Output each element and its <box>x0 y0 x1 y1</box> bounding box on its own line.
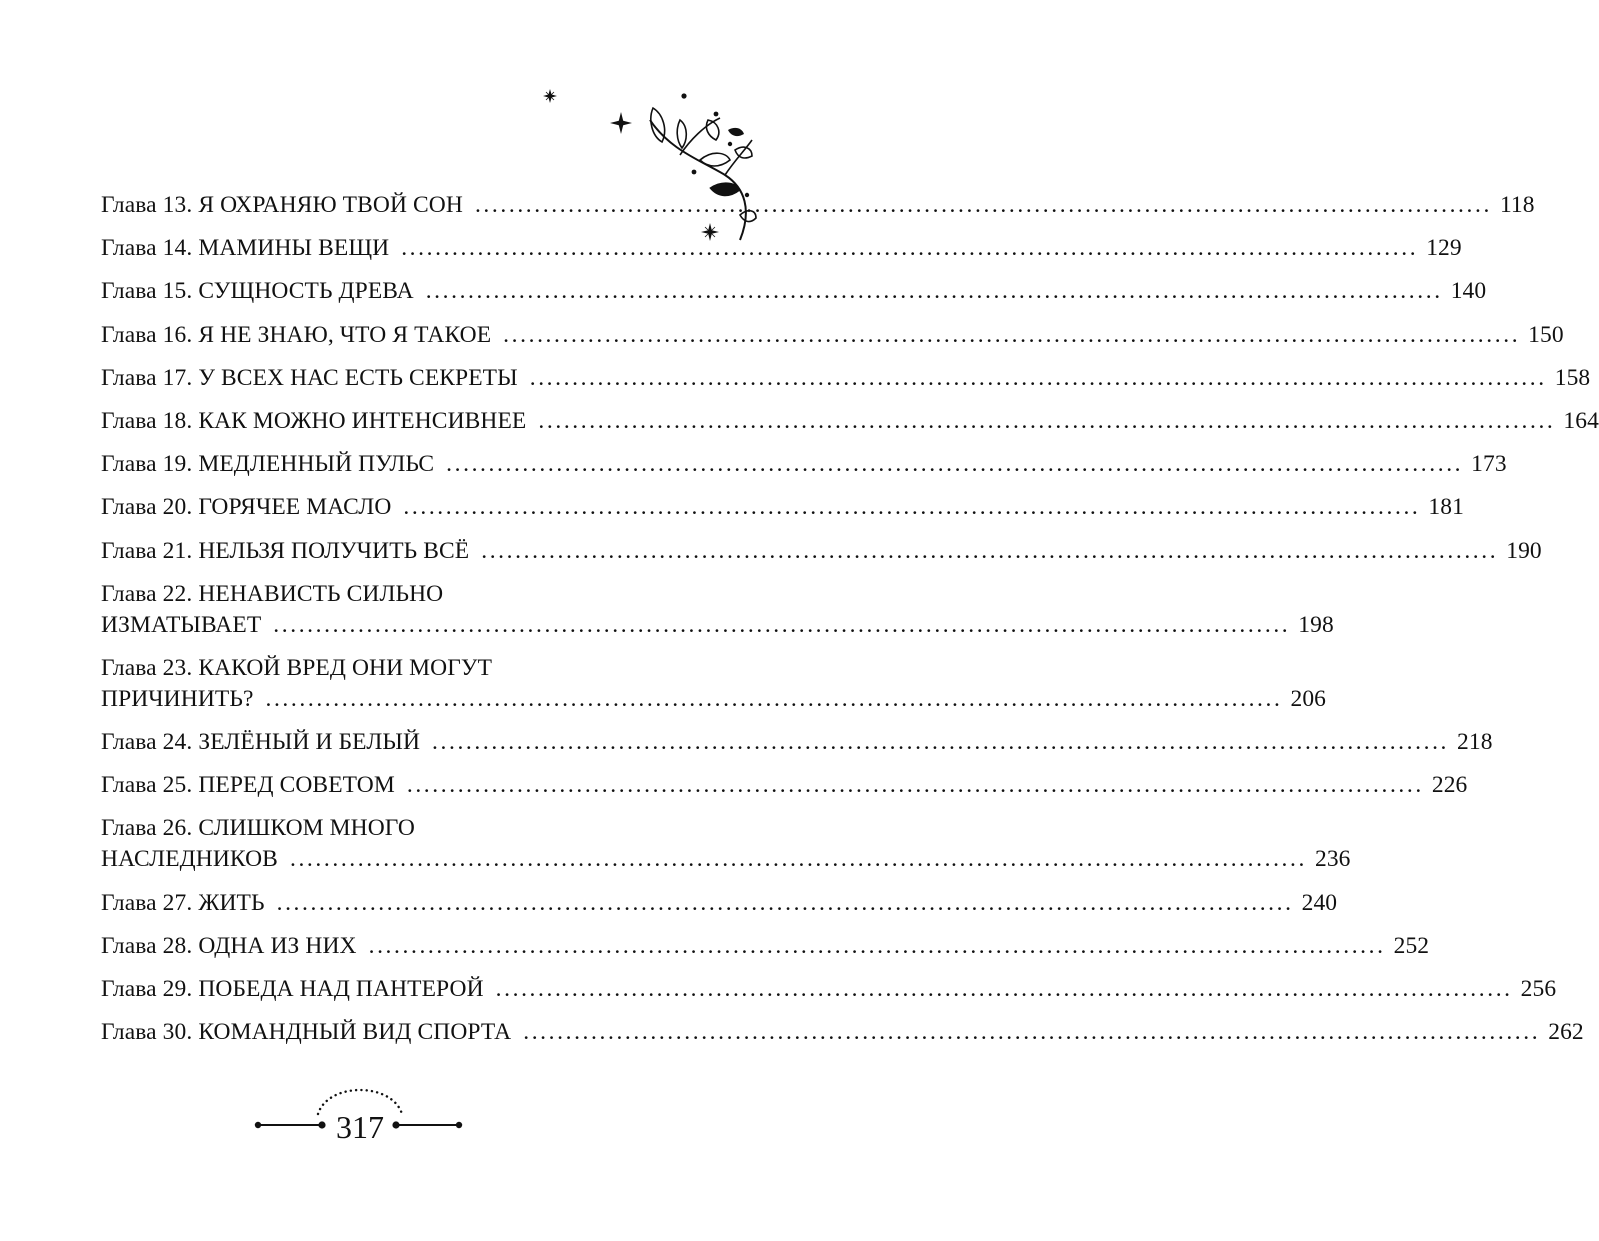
chapter-title-continued: ПРИЧИНИТЬ? <box>101 685 254 712</box>
dot-leader: ........................................................................................................................ <box>368 932 1386 959</box>
dot-leader: ........................................................................................................................ <box>289 846 1307 873</box>
toc-entry-row <box>101 492 1464 523</box>
chapter-page-number: 164 <box>1563 407 1599 434</box>
toc-entry <box>101 974 1557 1005</box>
toc-entry-row <box>101 276 1487 307</box>
chapter-page-number: 190 <box>1506 537 1542 564</box>
dot-leader: ........................................................................................................................ <box>446 451 1464 478</box>
toc-entry <box>101 320 1564 351</box>
chapter-page-number: 206 <box>1290 685 1327 712</box>
chapter-title: Глава 19. МЕДЛЕННЫЙ ПУЛЬС <box>101 451 435 478</box>
toc-entry-row <box>101 974 1557 1005</box>
chapter-page-number: 256 <box>1520 976 1557 1002</box>
toc-entry <box>101 492 1464 523</box>
dot-leader: ........................................................................................................................ <box>276 889 1294 916</box>
chapter-title: Глава 17. У ВСЕХ НАС ЕСТЬ СЕКРЕТЫ <box>101 364 518 391</box>
toc-entry-row <box>101 770 1468 801</box>
dot-leader: ........................................................................................................................ <box>523 1019 1541 1046</box>
toc-entry-row <box>101 931 1430 962</box>
toc-entry <box>101 727 1493 758</box>
dot-leader: ........................................................................................................................ <box>432 729 1450 756</box>
chapter-page-number: 218 <box>1457 729 1493 756</box>
dot-leader: ........................................................................................................................ <box>529 364 1547 391</box>
sparkle-star-icon <box>543 89 557 103</box>
chapter-page-number: 252 <box>1393 932 1430 959</box>
dot-leader: ........................................................................................................................ <box>265 685 1283 712</box>
toc-entry-row <box>101 320 1564 351</box>
chapter-title: Глава 20. ГОРЯЧЕЕ МАСЛО <box>101 494 392 521</box>
dot-leader: ........................................................................................................................ <box>481 537 1499 564</box>
toc-entry-row <box>101 536 1542 567</box>
chapter-title: Глава 15. СУЩНОСТЬ ДРЕВА <box>101 278 414 305</box>
toc-entry <box>101 449 1507 480</box>
chapter-title: Глава 14. МАМИНЫ ВЕЩИ <box>101 235 390 262</box>
toc-entry-row <box>101 363 1591 394</box>
toc-entry <box>101 276 1487 307</box>
chapter-title: Глава 24. ЗЕЛЁНЫЙ И БЕЛЫЙ <box>101 729 421 756</box>
toc-entry <box>101 406 1599 437</box>
sparkle-star-icon <box>610 112 632 134</box>
chapter-title: Глава 29. ПОБЕДА НАД ПАНТЕРОЙ <box>101 976 484 1002</box>
chapter-title: Глава 25. ПЕРЕД СОВЕТОМ <box>101 772 395 799</box>
chapter-page-number: 173 <box>1471 451 1507 478</box>
chapter-title: Глава 22. НЕНАВИСТЬ СИЛЬНО <box>101 580 444 607</box>
chapter-page-number: 181 <box>1428 494 1464 521</box>
chapter-page-number: 236 <box>1314 846 1351 873</box>
toc-entry <box>101 813 1351 875</box>
chapter-page-number: 129 <box>1426 235 1462 262</box>
table-of-contents <box>101 190 1599 1060</box>
toc-list <box>101 190 1599 1048</box>
toc-entry-row <box>101 684 1327 715</box>
toc-entry-row <box>101 888 1338 919</box>
toc-entry <box>101 536 1542 567</box>
chapter-page-number: 262 <box>1548 1019 1584 1046</box>
chapter-title: Глава 21. НЕЛЬЗЯ ПОЛУЧИТЬ ВСЁ <box>101 537 470 564</box>
chapter-title: Глава 28. ОДНА ИЗ НИХ <box>101 932 357 959</box>
toc-entry <box>101 363 1591 394</box>
toc-entry-row <box>101 1017 1584 1048</box>
chapter-title: Глава 16. Я НЕ ЗНАЮ, ЧТО Я ТАКОЕ <box>101 321 492 348</box>
chapter-title: Глава 23. КАКОЙ ВРЕД ОНИ МОГУТ <box>101 654 493 681</box>
chapter-page-number: 240 <box>1301 889 1338 916</box>
toc-entry-row <box>101 190 1535 221</box>
chapter-title: Глава 13. Я ОХРАНЯЮ ТВОЙ СОН <box>101 192 463 218</box>
toc-entry <box>101 770 1468 801</box>
toc-entry <box>101 233 1462 264</box>
toc-entry <box>101 190 1535 221</box>
page-number-ornament <box>250 1078 470 1158</box>
dot-leader: ........................................................................................................................ <box>425 278 1443 305</box>
chapter-page-number: 140 <box>1450 278 1487 305</box>
toc-entry <box>101 888 1338 919</box>
toc-entry <box>101 1017 1584 1048</box>
toc-entry <box>101 579 1334 641</box>
chapter-page-number: 198 <box>1298 611 1334 638</box>
toc-entry <box>101 931 1430 962</box>
page-number: 317 <box>336 1109 384 1145</box>
dot-leader: ........................................................................................................................ <box>273 611 1291 638</box>
toc-entry-row <box>101 233 1462 264</box>
dot-leader: ........................................................................................................................ <box>538 407 1556 434</box>
chapter-page-number: 226 <box>1431 772 1468 799</box>
dot-leader: ........................................................................................................................ <box>403 494 1421 521</box>
dot-leader: ........................................................................................................................ <box>503 321 1521 348</box>
dot-leader: ........................................................................................................................ <box>401 235 1419 262</box>
dot-leader: ........................................................................................................................ <box>474 192 1492 218</box>
chapter-page-number: 158 <box>1554 364 1591 391</box>
toc-entry-row <box>101 844 1351 875</box>
chapter-title-continued: НАСЛЕДНИКОВ <box>101 846 278 873</box>
chapter-title-continued: ИЗМАТЫВАЕТ <box>101 611 262 638</box>
chapter-title: Глава 27. ЖИТЬ <box>101 889 265 916</box>
toc-entry-row <box>101 449 1507 480</box>
chapter-page-number: 118 <box>1499 192 1535 218</box>
chapter-page-number: 150 <box>1528 321 1564 348</box>
dot-leader: ........................................................................................................................ <box>406 772 1424 799</box>
chapter-title: Глава 18. КАК МОЖНО ИНТЕНСИВНЕЕ <box>101 407 527 434</box>
toc-entry-row <box>101 610 1334 641</box>
chapter-title: Глава 30. КОМАНДНЫЙ ВИД СПОРТА <box>101 1019 512 1046</box>
toc-entry <box>101 653 1327 715</box>
dot-leader: ........................................................................................................................ <box>495 976 1513 1002</box>
toc-entry-row <box>101 406 1599 437</box>
chapter-title: Глава 26. СЛИШКОМ МНОГО <box>101 815 415 842</box>
toc-entry-row <box>101 727 1493 758</box>
